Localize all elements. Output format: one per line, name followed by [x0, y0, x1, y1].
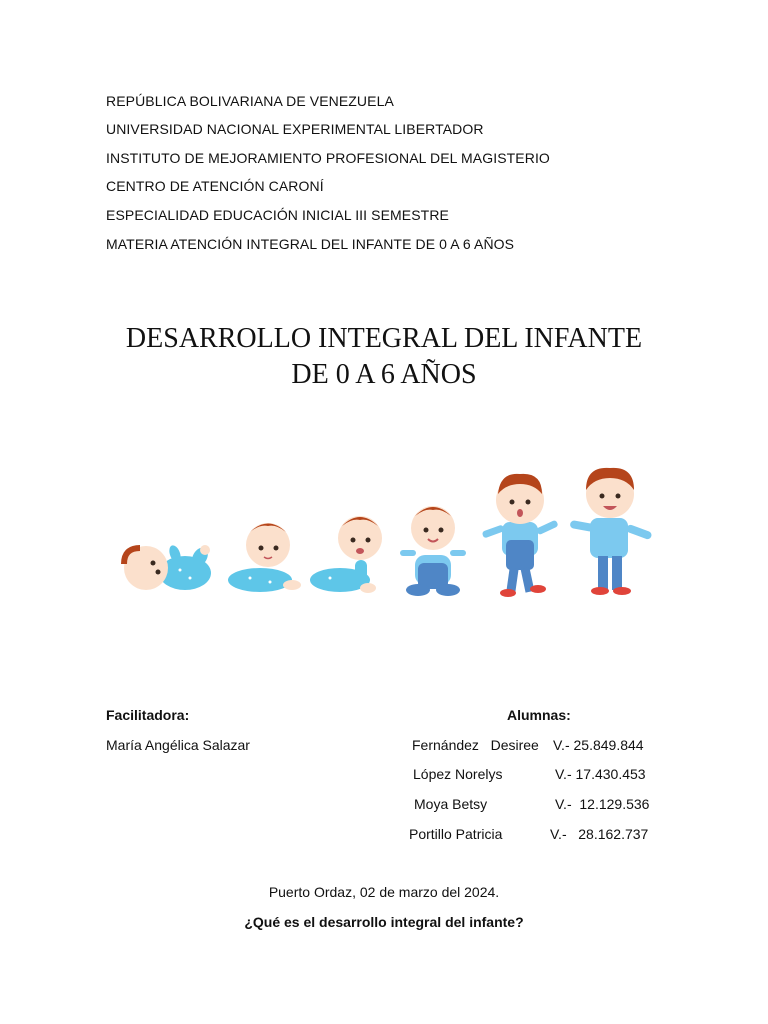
child-standing-figure [569, 468, 652, 595]
header-line-center: CENTRO DE ATENCIÓN CARONÍ [106, 178, 324, 194]
toddler-standing-figure [482, 474, 559, 597]
facilitator-label: Facilitadora: [106, 707, 190, 723]
student-name: Portillo Patricia [409, 826, 503, 842]
header-line-subject: MATERIA ATENCIÓN INTEGRAL DEL INFANTE DE 0 A 6 AÑOS [106, 236, 515, 252]
title-line-1: DESARROLLO INTEGRAL DEL INFANTE [125, 323, 643, 354]
students-label: Alumnas: [507, 707, 571, 723]
place-date: Puerto Ordaz, 02 de marzo del 2024. [268, 884, 500, 900]
student-name: Moya Betsy [414, 796, 488, 812]
baby-lying-figure [124, 544, 211, 590]
facilitator-name: María Angélica Salazar [106, 737, 250, 753]
student-id: V.- 25.849.844 [553, 737, 644, 753]
title-line-2: DE 0 A 6 AÑOS [291, 359, 477, 390]
student-id: V.- 12.129.536 [555, 796, 650, 812]
header-line-specialty: ESPECIALIDAD EDUCACIÓN INICIAL III SEMESTRE [106, 207, 449, 223]
header-line-republic: REPÚBLICA BOLIVARIANA DE VENEZUELA [106, 93, 394, 109]
student-id: V.- 28.162.737 [550, 826, 649, 842]
baby-crawling-figure [310, 516, 382, 593]
baby-sitting-figure [400, 506, 466, 596]
student-name: Fernández Desiree [412, 737, 539, 753]
header-line-institute: INSTITUTO DE MEJORAMIENTO PROFESIONAL DEL MAGISTERIO [106, 150, 550, 166]
section-question: ¿Qué es el desarrollo integral del infante? [244, 914, 524, 930]
child-growth-illustration [110, 460, 670, 605]
student-name: López Norelys [413, 766, 503, 782]
header-line-university: UNIVERSIDAD NACIONAL EXPERIMENTAL LIBERTADOR [106, 121, 484, 137]
baby-tummy-figure [228, 523, 301, 592]
document-title [0, 321, 768, 393]
student-id: V.- 17.430.453 [555, 766, 646, 782]
